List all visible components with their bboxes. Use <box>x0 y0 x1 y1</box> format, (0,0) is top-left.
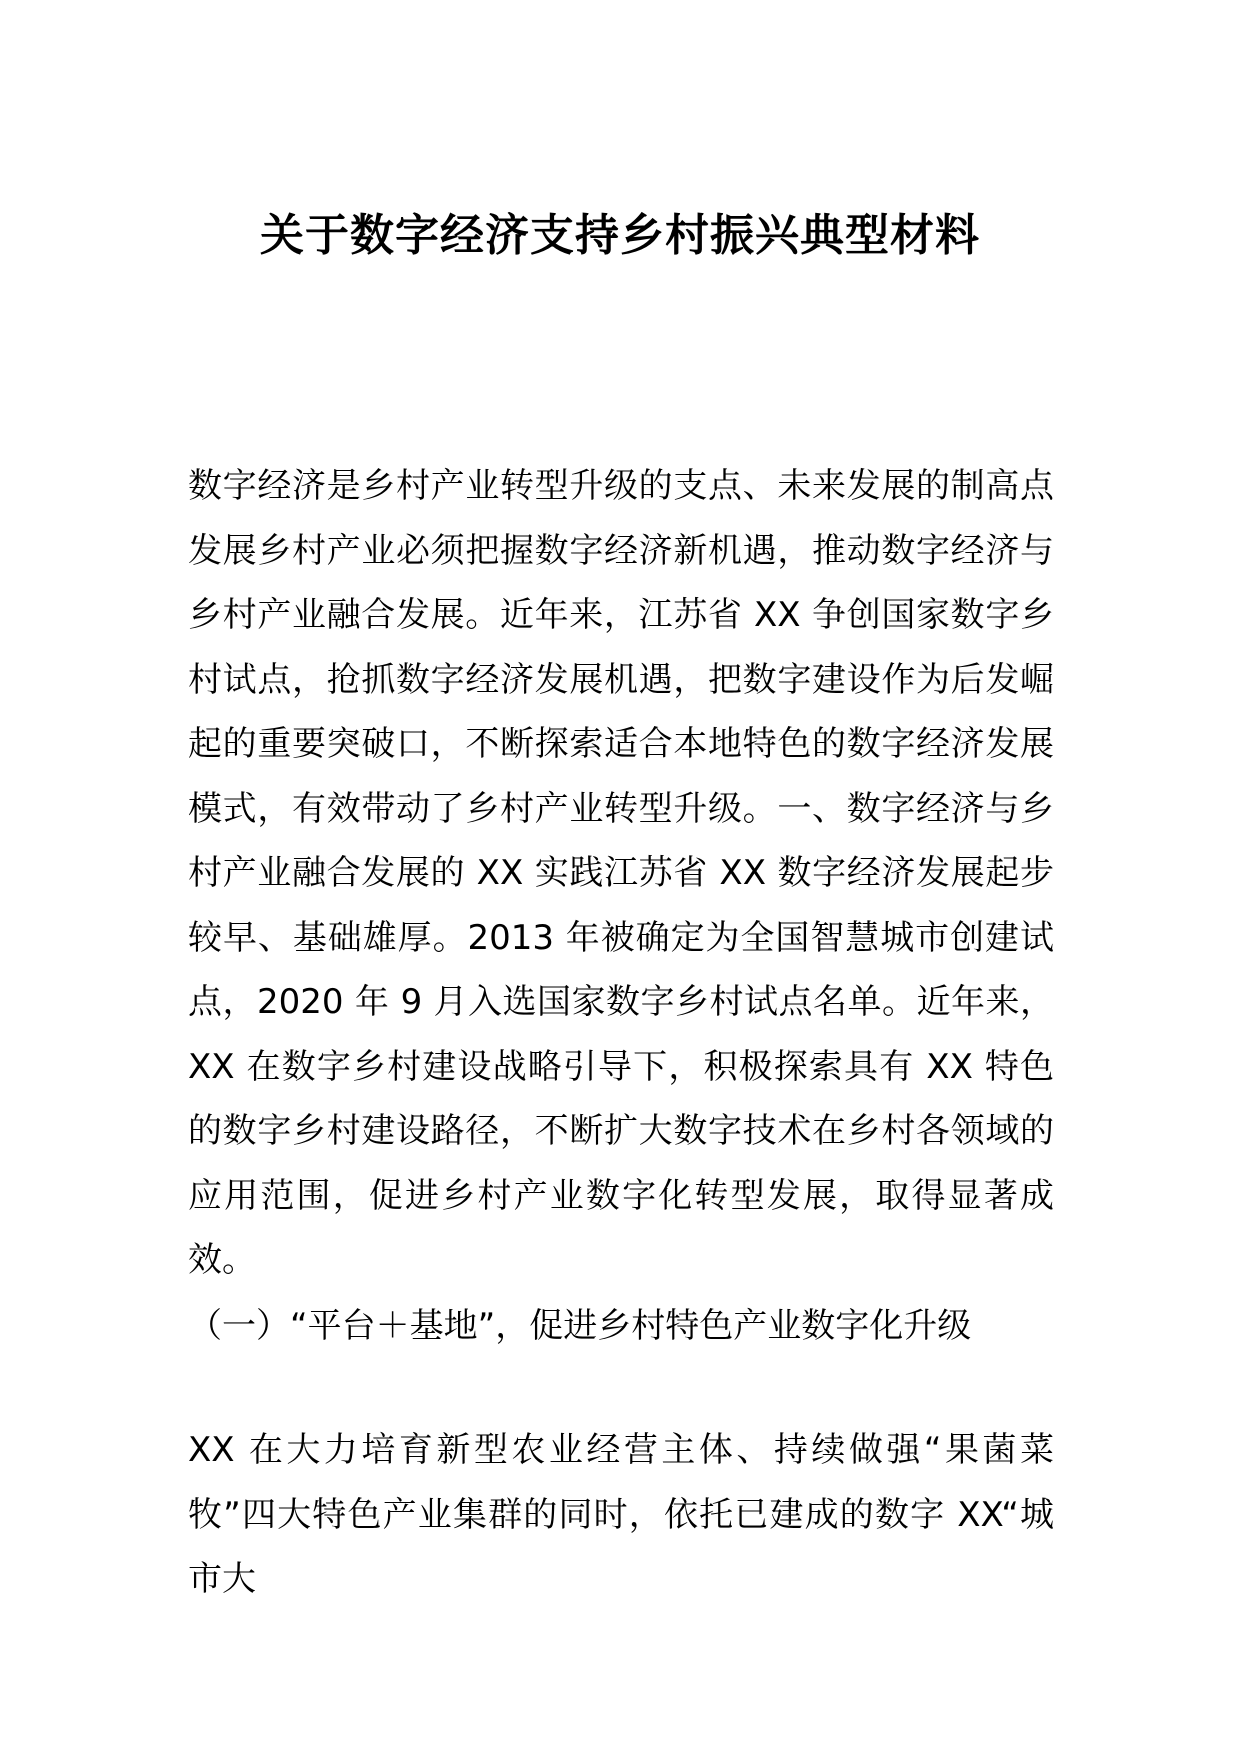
section-heading-1: （一）“平台＋基地”，促进乡村特色产业数字化升级 <box>188 1306 972 1346</box>
body-paragraph-section-1: XX 在大力培育新型农业经营主体、持续做强“果菌菜牧”四大特色产业集群的同时，依托已建成的数字 XX“城市大 <box>188 1430 1054 1599</box>
body-paragraph-intro: 数字经济是乡村产业转型升级的支点、未来发展的制高点发展乡村产业必须把握数字经济新机遇，推动数字经济与乡村产业融合发展。近年来，江苏省 XX 争创国家数字乡村试点，抢抓数字经济发展机遇，把数字建设作为后发崛起的重要突破口，不断探索适合本地特色的数字经济发展模式，有效带动了乡村产业转型升级。一、数字经济与乡村产业融合发展的 XX 实践江苏省 XX 数字经济发展起步较早、基础雄厚。2013 年被确定为全国智慧城市创建试点，2020 年 9 月入选国家数字乡村试点名单。近年来，XX 在数字乡村建设战略引导下，积极探索具有 XX 特色的数字乡村建设路径，不断扩大数字技术在乡村各领域的应用范围，促进乡村产业数字化转型发展，取得显著成效。 <box>188 466 1054 1280</box>
document-title: 关于数字经济支持乡村振兴典型材料 <box>260 210 980 261</box>
